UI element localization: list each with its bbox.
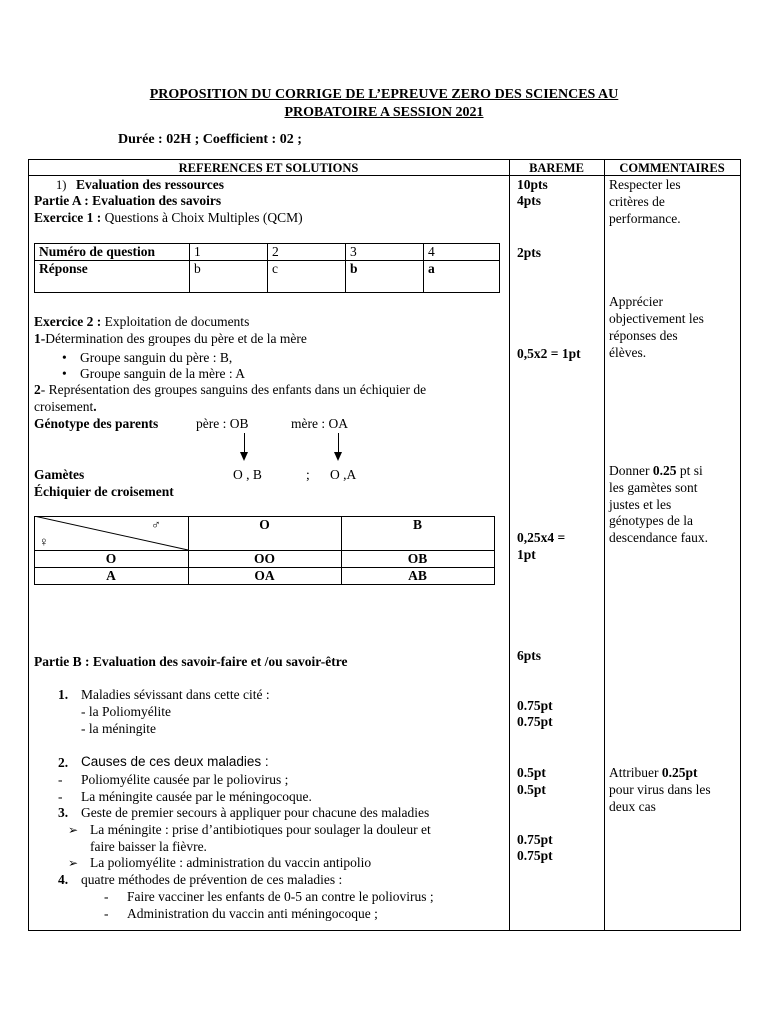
item-2-dash-a: -: [58, 772, 63, 787]
item-1-meningite: - la méningite: [81, 721, 156, 736]
comment-4-line-1: [609, 765, 698, 781]
bareme-item3-a: 0.75pt: [517, 832, 553, 847]
item-3-meningite-2: faire baisser la fièvre.: [90, 839, 207, 854]
qcm-question-label: Numéro de question: [35, 244, 190, 261]
arrow-father-head: [240, 452, 248, 461]
subquestion-2-number: 2: [34, 382, 41, 397]
bareme-groups: 0,5x2 = 1pt: [517, 346, 581, 361]
column-header-commentaires: COMMENTAIRES: [619, 161, 725, 175]
bullet-father-group: • Groupe sanguin du père : B,: [80, 350, 232, 366]
qcm-question-3: 3: [346, 244, 424, 261]
exercise-1-line: [34, 210, 303, 226]
column-header-bareme: BAREME: [529, 161, 584, 175]
section-number: 1): [56, 178, 67, 192]
arrow-mother-shaft: [338, 433, 339, 453]
item-3-arrow-a: ➢: [68, 823, 79, 837]
comment-2-line-3: réponses des: [609, 328, 678, 343]
cross-cell-oo: OO: [253, 551, 275, 566]
comment-3-line-4: génotypes de la: [609, 513, 693, 528]
item-3-arrow-b: ➢: [68, 856, 79, 870]
exercise-2-label: Exercice 2 :: [34, 314, 102, 329]
part-a-heading: Partie A : Evaluation des savoirs: [34, 193, 222, 208]
cross-col-header-o: O: [259, 517, 270, 532]
qcm-answer-3: b: [346, 261, 424, 293]
subquestion-2-text-2: croisement: [34, 399, 94, 414]
arrow-mother-head: [334, 452, 342, 461]
item-3-meningite: La méningite : prise d’antibiotiques pour soulager la douleur et: [90, 822, 431, 837]
qcm-answer-4: a: [424, 261, 500, 293]
title-line-2: PROBATOIRE A SESSION 2021: [284, 105, 484, 120]
cross-row-header-o: O: [105, 551, 117, 566]
item-2-polio-cause: Poliomyélite causée par le poliovirus ;: [81, 772, 289, 787]
male-symbol: ♂: [151, 517, 161, 532]
qcm-question-2: 2: [268, 244, 346, 261]
item-4-number: 4.: [58, 872, 69, 887]
female-symbol: ♀: [39, 534, 49, 549]
subquestion-1-number: 1-: [34, 331, 46, 346]
item-1-number: 1.: [58, 687, 69, 702]
cross-cell-ob: OB: [407, 551, 428, 566]
exercise-2-line: [34, 314, 249, 330]
qcm-answer-label: Réponse: [35, 261, 190, 293]
item-4-text: quatre méthodes de prévention de ces maladies :: [81, 872, 343, 887]
item-2-text: Causes de ces deux maladies :: [81, 754, 269, 769]
comment-1-line-2: critères de: [609, 194, 665, 209]
comment-4-line-2: pour virus dans les: [609, 782, 711, 797]
qcm-question-1: 1: [190, 244, 268, 261]
item-4-dash-a: -: [104, 889, 109, 904]
subquestion-1: [34, 331, 307, 347]
genotype-mother: mère : OA: [291, 416, 348, 431]
cross-cell-ab: AB: [408, 568, 427, 583]
table-left-border: [28, 159, 29, 931]
arrow-father-shaft: [244, 433, 245, 453]
bareme-item1-b: 0.75pt: [517, 714, 553, 729]
bareme-part-a: 4pts: [517, 193, 542, 208]
table-bottom-border: [28, 930, 741, 931]
bareme-item3-b: 0.75pt: [517, 848, 553, 863]
bareme-item1-a: 0.75pt: [517, 698, 553, 713]
cross-diagonal: [34, 516, 189, 551]
comment-2-line-4: élèves.: [609, 345, 647, 360]
gametes-father: O , B: [233, 467, 262, 482]
column-header-references: REFERENCES ET SOLUTIONS: [178, 161, 359, 175]
comment-3-bold: 0.25: [652, 463, 677, 478]
cross-col-header-b: B: [412, 517, 422, 532]
item-1-polio: - la Poliomyélite: [81, 704, 171, 719]
cross-table: [34, 516, 495, 585]
comment-3-prefix: Donner: [609, 463, 653, 478]
exercise-2-text: Exploitation de documents: [104, 314, 250, 329]
item-3-text: Geste de premier secours à appliquer pour chacune des maladies: [81, 805, 430, 820]
duration-info: Durée : 02H ; Coefficient : 02 ;: [118, 132, 302, 147]
title-line-1: PROPOSITION DU CORRIGE DE L’EPREUVE ZERO DES SCIENCES AU: [149, 87, 619, 102]
cross-row-header-a: A: [106, 568, 116, 583]
section-title: Evaluation des ressources: [76, 177, 225, 192]
part-b-heading: Partie B : Evaluation des savoir-faire et /ou savoir-être: [34, 654, 348, 669]
bullet-mother-group: • Groupe sanguin de la mère : A: [80, 366, 245, 382]
genotype-label: Génotype des parents: [34, 416, 159, 431]
comment-3-line-5: descendance faux.: [609, 530, 708, 545]
gametes-separator: ;: [306, 467, 310, 482]
bareme-qcm: 2pts: [517, 245, 542, 260]
item-4-dash-b: -: [104, 906, 109, 921]
subquestion-2-text: - Représentation des groupes sanguins des enfants dans un échiquier de: [40, 382, 427, 397]
comment-4-prefix: Attribuer: [609, 765, 662, 780]
comment-3-line-3: justes et les: [609, 497, 672, 512]
comment-1-line-1: Respecter les: [609, 177, 681, 192]
qcm-answer-1: b: [190, 261, 268, 293]
comment-3-line-2: les gamètes sont: [609, 480, 698, 495]
qcm-answer-2: c: [268, 261, 346, 293]
bareme-cross-1: 0,25x4 =: [517, 530, 566, 545]
echiquier-label: Échiquier de croisement: [34, 484, 174, 499]
item-2-dash-b: -: [58, 789, 63, 804]
comment-4-line-3: deux cas: [609, 799, 656, 814]
subquestion-2-period: .: [93, 399, 97, 414]
column-divider-2: [604, 159, 605, 931]
subquestion-2-continuation: [34, 399, 97, 415]
gametes-label: Gamètes: [34, 467, 85, 482]
bareme-cross-2: 1pt: [517, 547, 536, 562]
bareme-item2-a: 0.5pt: [517, 765, 546, 780]
comment-3-suffix: pt si: [676, 463, 703, 478]
comment-1-line-3: performance.: [609, 211, 681, 226]
genotype-father: père : OB: [196, 416, 249, 431]
comment-2-line-2: objectivement les: [609, 311, 704, 326]
subquestion-1-text: Détermination des groupes du père et de la mère: [45, 331, 307, 346]
table-right-border: [740, 159, 741, 931]
item-1-text: Maladies sévissant dans cette cité :: [81, 687, 270, 702]
item-4-vaccine-polio: Faire vacciner les enfants de 0-5 an contre le poliovirus ;: [127, 889, 434, 904]
qcm-question-4: 4: [424, 244, 500, 261]
column-divider-1: [509, 159, 510, 931]
gametes-mother: O ,A: [330, 467, 357, 482]
cross-cell-oa: OA: [254, 568, 275, 583]
exercise-1-text: Questions à Choix Multiples (QCM): [104, 210, 303, 225]
comment-4-bold: 0.25pt: [661, 765, 698, 780]
comment-2-line-1: Apprécier: [609, 294, 663, 309]
bareme-resources: 10pts: [517, 177, 548, 192]
qcm-table: [34, 243, 500, 293]
item-3-polio: La poliomyélite : administration du vaccin antipolio: [90, 855, 372, 870]
bareme-part-b: 6pts: [517, 648, 542, 663]
item-4-vaccine-meningo: Administration du vaccin anti méningocoque ;: [127, 906, 378, 921]
subquestion-2: [34, 382, 426, 398]
item-3-number: 3.: [58, 805, 69, 820]
item-2-number: 2.: [58, 755, 69, 770]
bareme-item2-b: 0.5pt: [517, 782, 546, 797]
item-2-meningite-cause: La méningite causée par le méningocoque.: [81, 789, 312, 804]
exercise-1-label: Exercice 1 :: [34, 210, 102, 225]
comment-3-line-1: [609, 463, 703, 479]
